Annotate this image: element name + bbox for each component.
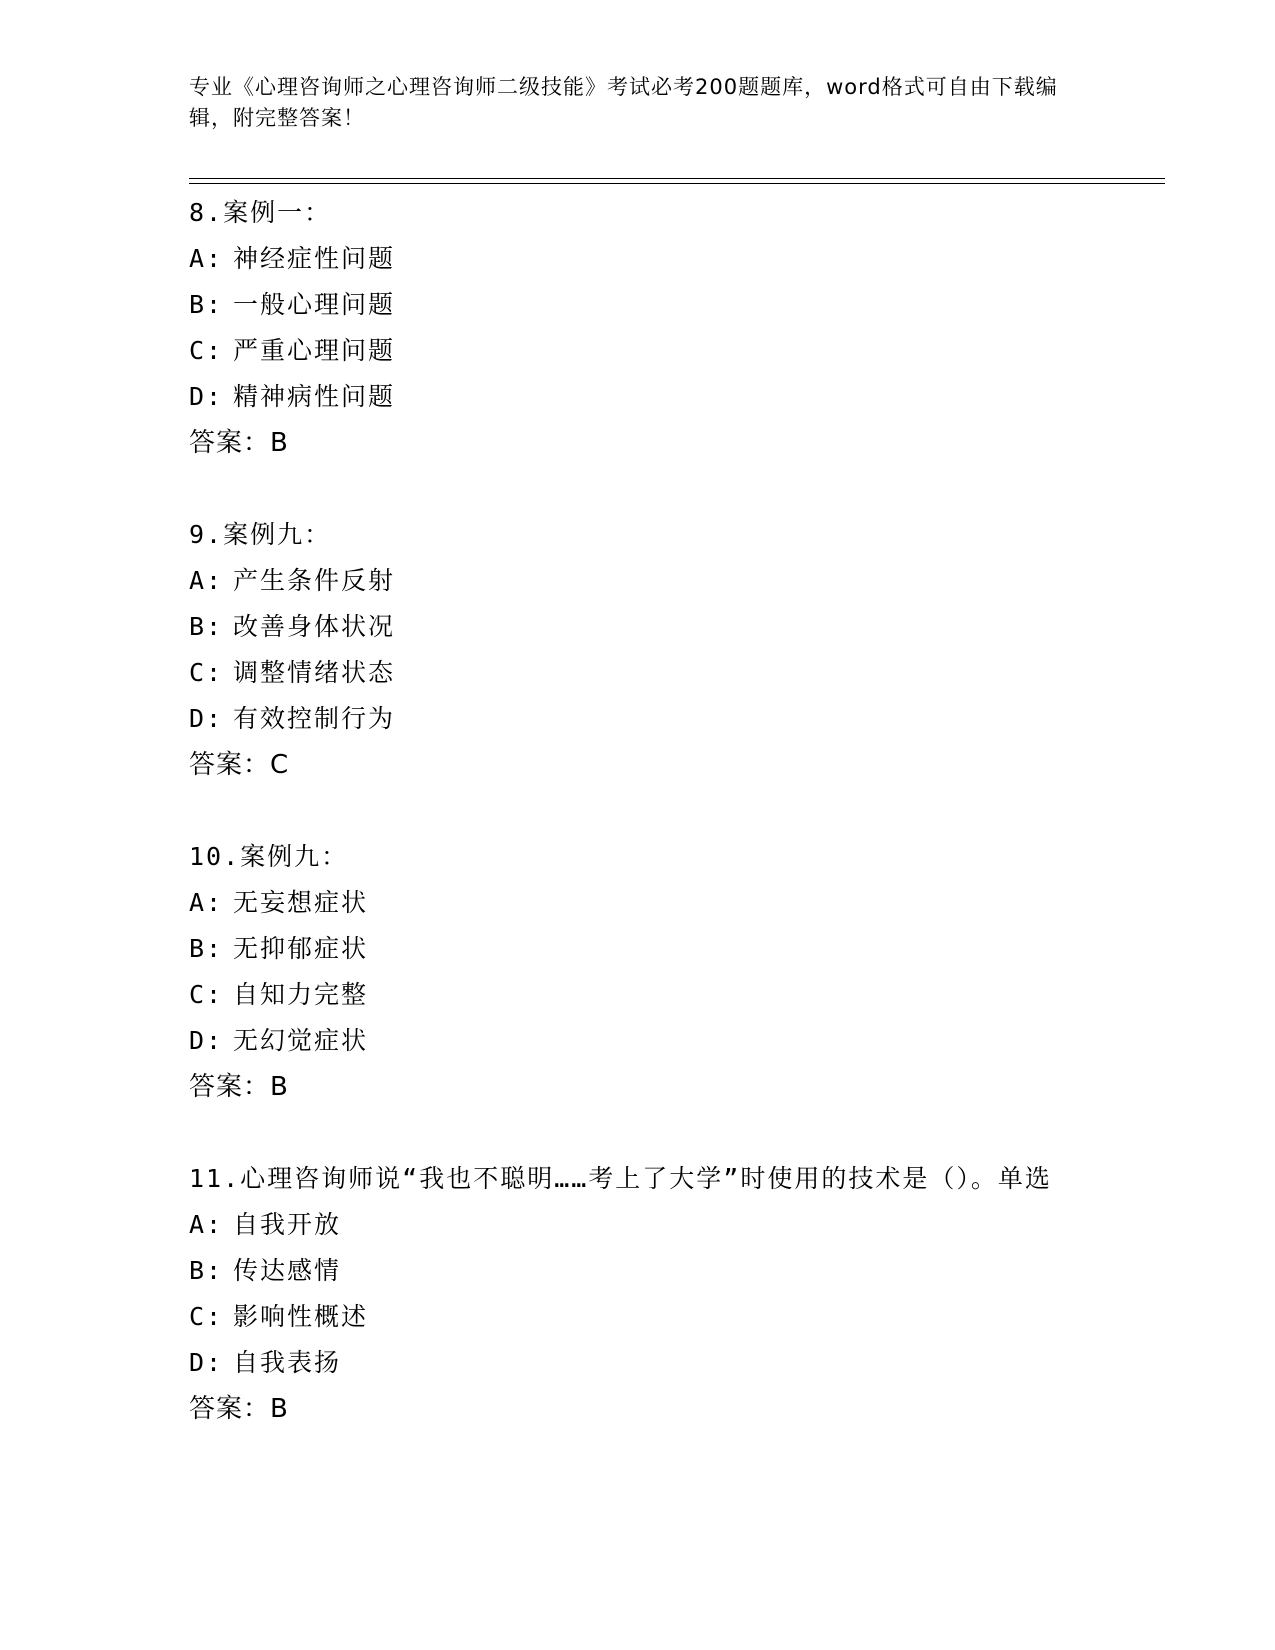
option-c: [189, 650, 1079, 696]
header-divider-bottom: [189, 183, 1165, 184]
option-a: [189, 1202, 1079, 1248]
option-letter: D:: [189, 1026, 224, 1055]
option-letter: C:: [189, 336, 224, 365]
option-text: 产生条件反射: [233, 566, 396, 595]
option-text: 严重心理问题: [233, 336, 396, 365]
answer-line: 答案：B: [189, 1072, 289, 1102]
option-d: [189, 696, 1079, 742]
option-text: 自我表扬: [233, 1348, 342, 1377]
option-letter: B:: [189, 612, 224, 641]
option-text: 影响性概述: [233, 1302, 369, 1331]
option-text: 调整情绪状态: [233, 658, 396, 687]
question-stem: 9.案例九：: [189, 520, 332, 549]
option-d: [189, 374, 1079, 420]
question-8: [189, 190, 1079, 466]
option-letter: B:: [189, 934, 224, 963]
option-text: 无妄想症状: [233, 888, 369, 917]
option-letter: C:: [189, 658, 224, 687]
option-b: [189, 604, 1079, 650]
option-text: 自知力完整: [233, 980, 369, 1009]
option-c: [189, 328, 1079, 374]
option-letter: D:: [189, 1348, 224, 1377]
option-letter: B:: [189, 290, 224, 319]
question-11: [189, 1156, 1079, 1432]
answer-line: 答案：B: [189, 1394, 289, 1424]
question-10: [189, 834, 1079, 1110]
option-letter: B:: [189, 1256, 224, 1285]
option-letter: A:: [189, 1210, 224, 1239]
option-a: [189, 236, 1079, 282]
question-stem: 8.案例一：: [189, 198, 332, 227]
option-c: [189, 972, 1079, 1018]
question-stem: 10.案例九：: [189, 842, 349, 871]
option-text: 改善身体状况: [233, 612, 396, 641]
option-letter: D:: [189, 382, 224, 411]
option-text: 无幻觉症状: [233, 1026, 369, 1055]
answer-line: 答案：B: [189, 428, 289, 458]
option-a: [189, 880, 1079, 926]
question-stem: 11.心理咨询师说“我也不聪明……考上了大学”时使用的技术是（）。单选: [189, 1164, 1052, 1193]
option-text: 神经症性问题: [233, 244, 396, 273]
option-letter: A:: [189, 888, 224, 917]
option-b: [189, 926, 1079, 972]
question-list: [189, 190, 1079, 1478]
option-c: [189, 1294, 1079, 1340]
option-b: [189, 1248, 1079, 1294]
question-9: [189, 512, 1079, 788]
option-text: 一般心理问题: [233, 290, 396, 319]
option-text: 自我开放: [233, 1210, 342, 1239]
option-text: 精神病性问题: [233, 382, 396, 411]
option-d: [189, 1018, 1079, 1064]
header-divider-top: [189, 178, 1165, 179]
option-letter: A:: [189, 244, 224, 273]
option-letter: C:: [189, 980, 224, 1009]
option-d: [189, 1340, 1079, 1386]
document-header: 专业《心理咨询师之心理咨询师二级技能》考试必考200题题库，word格式可自由下载编辑，附完整答案！: [189, 75, 1058, 130]
option-text: 有效控制行为: [233, 704, 396, 733]
answer-line: 答案：C: [189, 750, 290, 780]
option-b: [189, 282, 1079, 328]
option-letter: C:: [189, 1302, 224, 1331]
option-letter: A:: [189, 566, 224, 595]
option-letter: D:: [189, 704, 224, 733]
option-text: 无抑郁症状: [233, 934, 369, 963]
option-text: 传达感情: [233, 1256, 342, 1285]
option-a: [189, 558, 1079, 604]
